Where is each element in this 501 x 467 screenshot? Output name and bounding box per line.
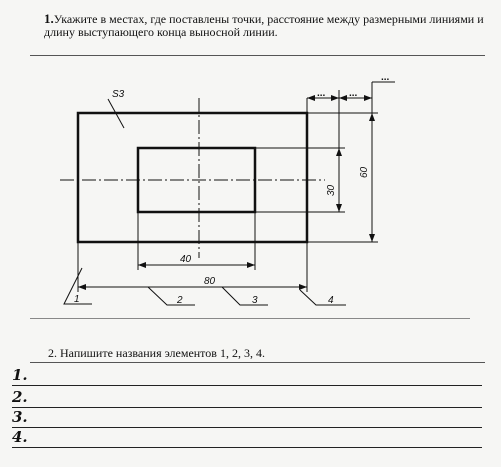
- dots-right: ...: [381, 72, 390, 83]
- question-1-number: 1.: [44, 11, 54, 26]
- dimension-30-label: 30: [326, 184, 337, 196]
- dimension-80-label: 80: [204, 276, 216, 287]
- dimension-60-label: 60: [359, 166, 370, 178]
- answer-row-3[interactable]: [12, 408, 482, 428]
- question-2-underline: [30, 362, 485, 363]
- outer-rectangle: [78, 113, 307, 242]
- callout-4: 4: [328, 295, 334, 306]
- answer-label-3: 3.: [12, 408, 28, 426]
- callout-4-leader: [300, 290, 346, 305]
- answer-label-2: 2.: [12, 388, 28, 406]
- dots-mid: ...: [349, 88, 358, 99]
- callout-2: 2: [177, 295, 183, 306]
- callout-3-leader: [222, 287, 268, 305]
- answer-row-4[interactable]: [12, 428, 482, 448]
- dimension-40-label: 40: [180, 254, 192, 265]
- dots-left: ...: [317, 88, 326, 99]
- answer-label-1: 1.: [12, 366, 28, 384]
- answer-label-4: 4.: [12, 428, 28, 446]
- question-2: 2. Напишите названия элементов 1, 2, 3, 4.: [48, 346, 265, 360]
- answer-row-2[interactable]: [12, 388, 482, 408]
- answer-row-1[interactable]: [12, 366, 482, 386]
- drawing-divider: [30, 318, 470, 319]
- thickness-label: S3: [112, 89, 125, 100]
- question-1-text: Укажите в местах, где поставлены точки, расстояние между размерными линиями и длину выступающего конца выносной линии.: [44, 12, 484, 39]
- callout-2-leader: [148, 287, 195, 305]
- callout-1: 1: [74, 294, 80, 305]
- callout-3: 3: [252, 295, 258, 306]
